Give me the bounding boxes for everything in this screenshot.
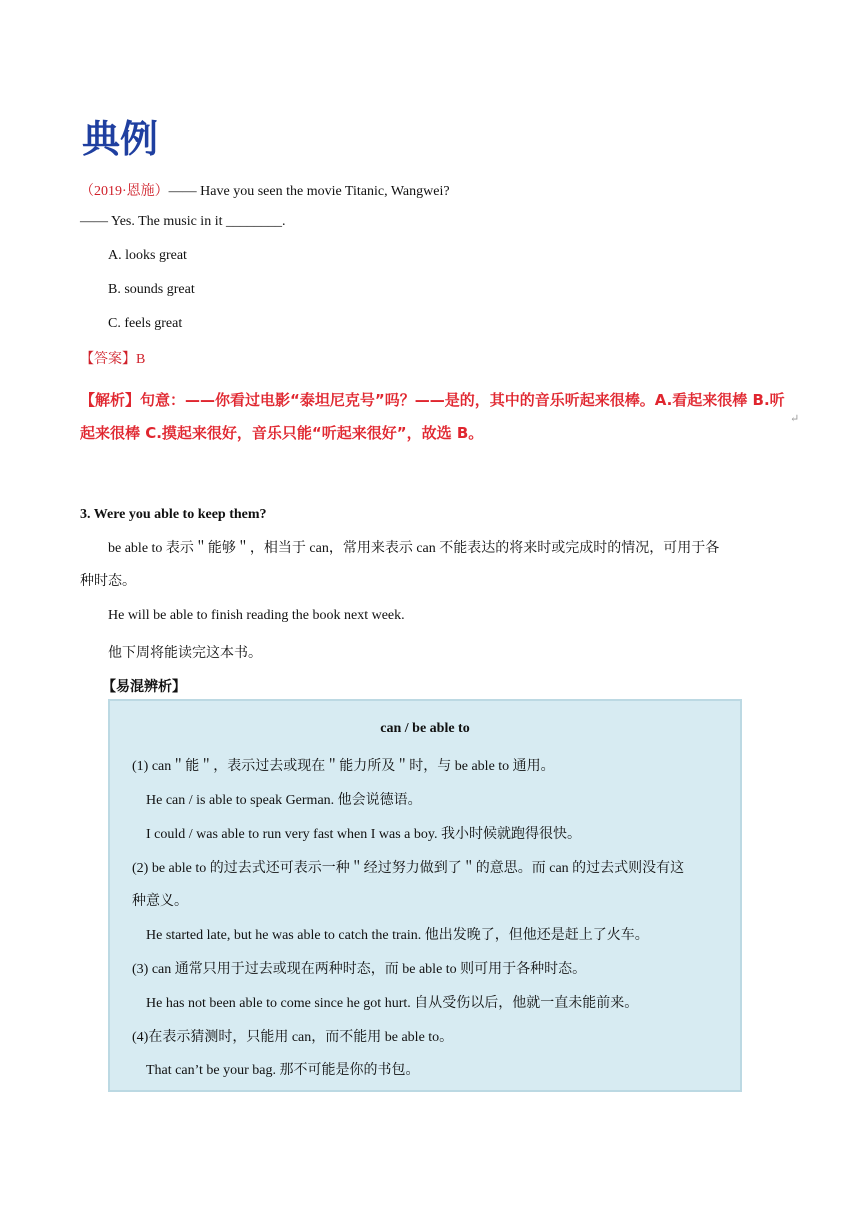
option-b: B. sounds great: [108, 282, 195, 297]
example-cn: 他下周将能读完这本书。: [108, 646, 262, 661]
box-line-10: That can’t be your bag. 那不可能是你的书包。: [146, 1063, 420, 1078]
box-line-5: 种意义。: [132, 894, 188, 909]
comparison-box: [108, 699, 742, 1092]
box-line-2: He can / is able to speak German. 他会说德语。: [146, 793, 422, 808]
question-line-1: [80, 180, 450, 200]
question-source: （2019·恩施）: [80, 184, 169, 199]
answer-value: B: [136, 352, 146, 367]
option-a: A. looks great: [108, 248, 187, 263]
box-line-8: He has not been able to come since he got hurt. 自从受伤以后，他就一直未能前来。: [146, 996, 639, 1011]
box-line-9: (4)在表示猜测时，只能用 can，而不能用 be able to。: [132, 1030, 454, 1045]
question-line-2: —— Yes. The music in it ________.: [80, 214, 286, 229]
answer-line: [80, 348, 145, 368]
box-line-1: (1) can＂能＂，表示过去或现在＂能力所及＂时，与 be able to 通用。: [132, 759, 555, 774]
confusion-label: 【易混辨析】: [102, 680, 186, 695]
analysis-line-1: 【解析】句意：——你看过电影“泰坦尼克号”吗？——是的，其中的音乐听起来很棒。A.看起来很棒 B.听: [80, 391, 785, 409]
analysis-line-2: 起来很棒 C.摸起来很好，音乐只能“听起来很好”，故选 B。: [80, 424, 484, 442]
option-c: C. feels great: [108, 316, 183, 331]
return-mark-icon: ↵: [790, 413, 800, 425]
explain-line-2: 种时态。: [80, 574, 136, 589]
example-logo: [80, 112, 164, 162]
analysis-block: [80, 384, 800, 450]
answer-label: 【答案】: [80, 352, 136, 367]
box-title: can / be able to: [380, 721, 470, 736]
explain-line-1: be able to 表示＂能够＂，相当于 can，常用来表示 can 不能表达的将来时或完成时的情况，可用于各: [108, 541, 720, 556]
box-line-3: I could / was able to run very fast when I was a boy. 我小时候就跑得很快。: [146, 827, 581, 842]
section3-explanation: [80, 532, 788, 598]
question-text-1: —— Have you seen the movie Titanic, Wangwei?: [168, 184, 450, 199]
box-line-7: (3) can 通常只用于过去或现在两种时态，而 be able to 则可用于各种时态。: [132, 962, 587, 977]
example-en: He will be able to finish reading the book next week.: [108, 608, 405, 623]
box-line-4: (2) be able to 的过去式还可表示一种＂经过努力做到了＂的意思。而 can 的过去式则没有这: [132, 861, 685, 876]
box-line-6: He started late, but he was able to catch the train. 他出发晚了，但他还是赶上了火车。: [146, 928, 649, 943]
section3-heading: 3. Were you able to keep them?: [80, 507, 267, 522]
logo-text: 典例: [82, 116, 159, 161]
